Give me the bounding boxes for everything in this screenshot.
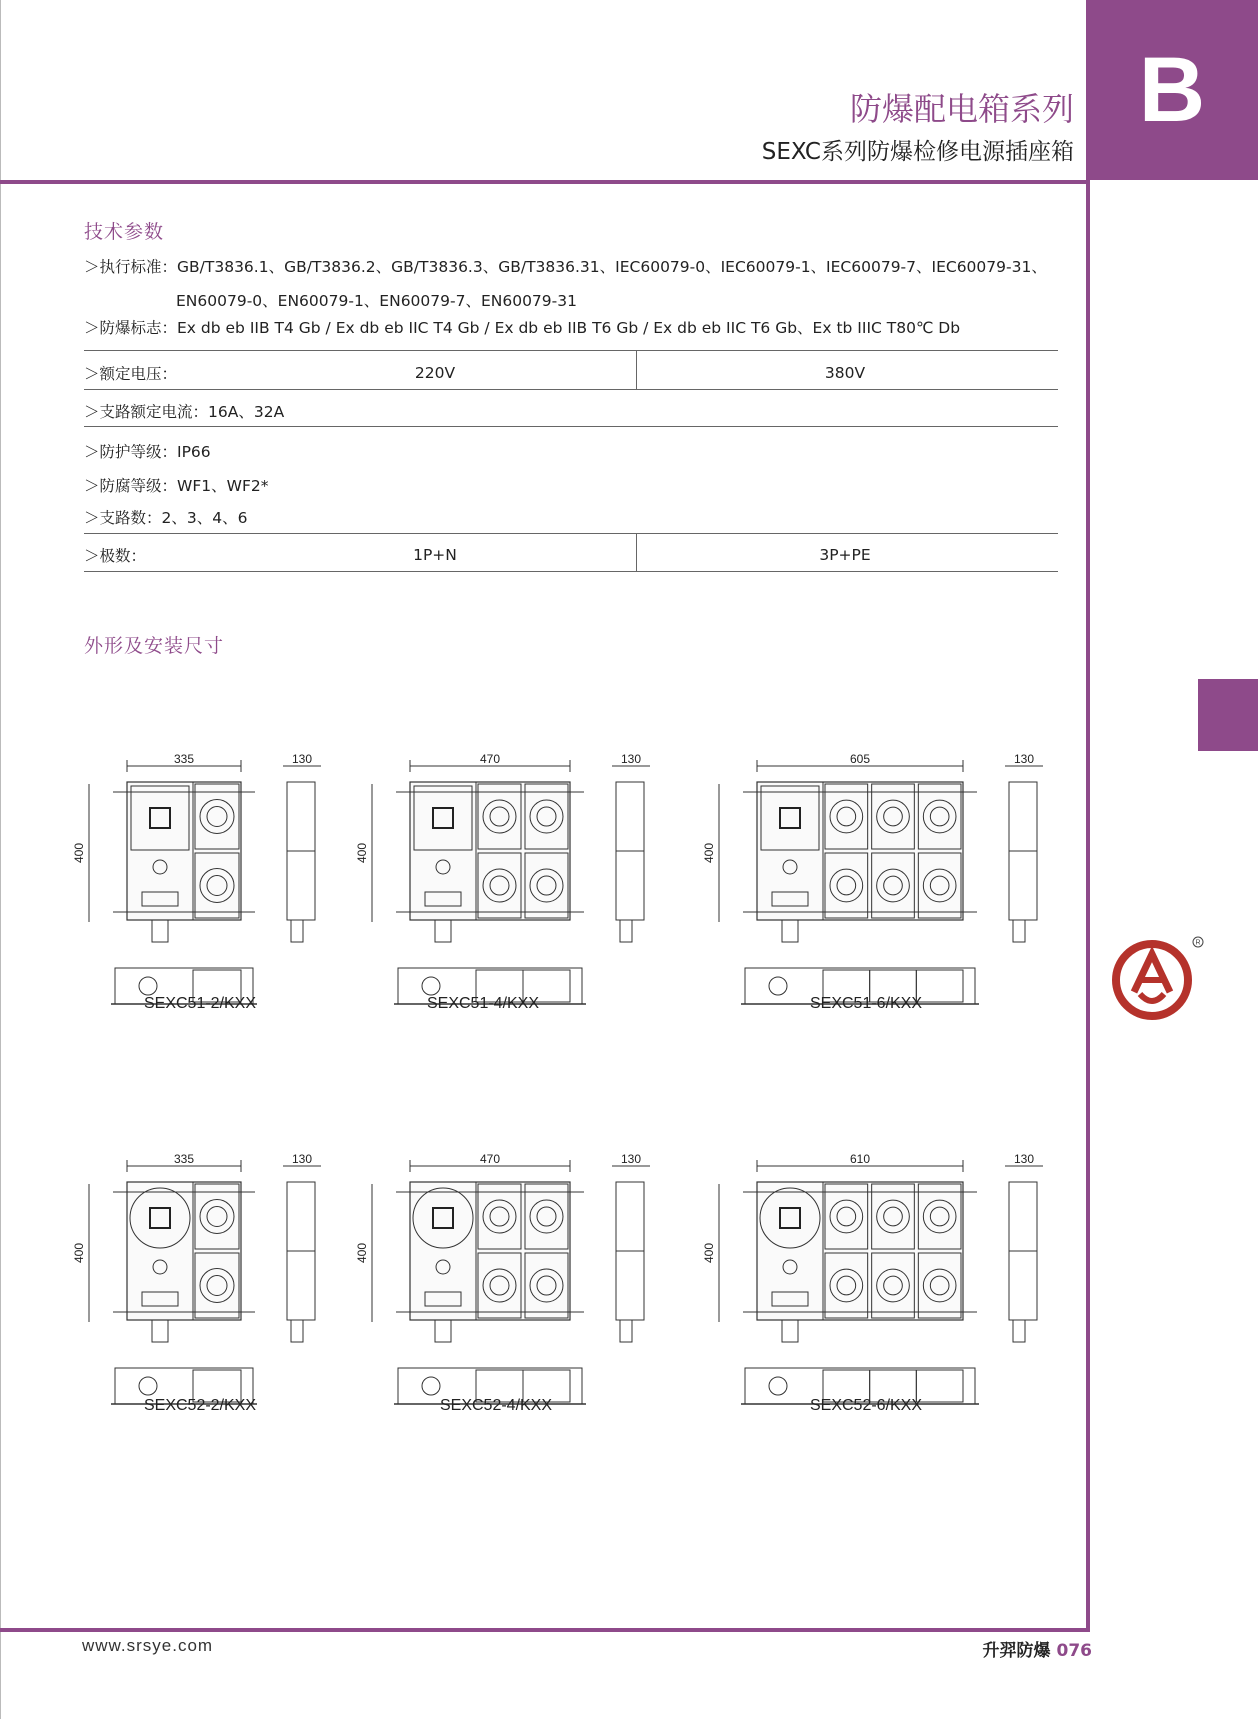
voltage-label: ＞额定电压： bbox=[84, 365, 178, 383]
website-url[interactable]: www.srsye.com bbox=[82, 1636, 214, 1655]
dimension-label: 400 bbox=[72, 842, 86, 864]
dimension-label: 130 bbox=[620, 752, 642, 766]
dimension-label: 335 bbox=[173, 752, 195, 766]
voltage-220: 220V bbox=[414, 364, 456, 382]
dimension-label: 130 bbox=[291, 1152, 313, 1166]
cable-gland bbox=[782, 920, 798, 942]
footer-brand bbox=[983, 1636, 1093, 1661]
dimension-label: 130 bbox=[1013, 752, 1035, 766]
corrosion-label: ＞防腐等级： bbox=[84, 477, 178, 495]
cable-gland bbox=[435, 920, 451, 942]
section-letter-badge: B bbox=[1086, 0, 1258, 180]
table-rule bbox=[84, 350, 1058, 351]
svg-text:R: R bbox=[1195, 939, 1201, 947]
model-label: SEXC51-2/KXX bbox=[143, 995, 257, 1012]
model-label: SEXC51-4/KXX bbox=[426, 995, 540, 1012]
dimension-label: 400 bbox=[702, 842, 716, 864]
dimension-label: 335 bbox=[173, 1152, 195, 1166]
current-value: 16A、32A bbox=[208, 403, 285, 421]
dimension-label: 130 bbox=[291, 752, 313, 766]
table-rule bbox=[84, 571, 1058, 572]
current-row bbox=[84, 400, 284, 422]
side-gland bbox=[291, 920, 303, 942]
series-title: 防爆配电箱系列 bbox=[849, 90, 1074, 128]
standards-row-2: EN60079-0、EN60079-1、EN60079-7、EN60079-31 bbox=[176, 292, 577, 310]
model-label: SEXC51-6/KXX bbox=[809, 995, 923, 1012]
ip-row bbox=[84, 440, 211, 462]
side-gland bbox=[291, 1320, 303, 1342]
dimension-label: 470 bbox=[479, 752, 501, 766]
bottom-gland-icon bbox=[769, 1377, 787, 1395]
dimension-label: 470 bbox=[479, 1152, 501, 1166]
dimension-label: 400 bbox=[355, 842, 369, 864]
product-title: SEXC系列防爆检修电源插座箱 bbox=[761, 139, 1074, 165]
tech-params-heading: 技术参数 bbox=[84, 221, 165, 243]
company-logo-icon bbox=[1112, 934, 1204, 1026]
dimension-label: 130 bbox=[1013, 1152, 1035, 1166]
table-rule bbox=[84, 533, 1058, 534]
dimension-label: 610 bbox=[849, 1152, 871, 1166]
table-rule bbox=[84, 389, 1058, 390]
standards-row bbox=[84, 255, 1047, 277]
model-label: SEXC52-6/KXX bbox=[809, 1397, 923, 1414]
dimension-label: 400 bbox=[702, 1242, 716, 1264]
dimensions-heading: 外形及安装尺寸 bbox=[84, 635, 225, 657]
ip-label: ＞防护等级： bbox=[84, 443, 178, 461]
branches-label: ＞支路数： bbox=[84, 509, 162, 527]
marking-label: ＞防爆标志： bbox=[84, 319, 178, 337]
voltage-380: 380V bbox=[824, 364, 866, 382]
corrosion-row bbox=[84, 474, 268, 496]
cable-gland bbox=[152, 1320, 168, 1342]
table-col-divider bbox=[636, 533, 637, 571]
dimension-label: 130 bbox=[620, 1152, 642, 1166]
enclosure-outline bbox=[127, 782, 241, 920]
enclosure-outline bbox=[757, 782, 963, 920]
dimension-label: 605 bbox=[849, 752, 871, 766]
poles-3ppe: 3P+PE bbox=[819, 546, 871, 564]
branches-value: 2、3、4、6 bbox=[161, 509, 248, 527]
table-col-divider bbox=[636, 350, 637, 390]
side-gland bbox=[1013, 1320, 1025, 1342]
marking-row bbox=[84, 316, 960, 338]
side-gland bbox=[620, 1320, 632, 1342]
ip-value: IP66 bbox=[177, 443, 211, 461]
corrosion-value: WF1、WF2* bbox=[177, 477, 269, 495]
page-number: 076 bbox=[1056, 1641, 1092, 1661]
standards-line1: GB/T3836.1、GB/T3836.2、GB/T3836.3、GB/T3836.31、IEC60079-0、IEC60079-1、IEC60079-7、IEC60079-31、 bbox=[177, 258, 1047, 276]
model-label: SEXC52-4/KXX bbox=[439, 1397, 553, 1414]
dimension-label: 400 bbox=[355, 1242, 369, 1264]
branches-row bbox=[84, 506, 247, 528]
header-rule bbox=[0, 180, 1090, 184]
marking-value: Ex db eb IIB T4 Gb / Ex db eb IIC T4 Gb / Ex db eb IIB T6 Gb / Ex db eb IIC T6 Gb、Ex tb IIIC T80℃ Db bbox=[177, 319, 961, 337]
cable-gland bbox=[435, 1320, 451, 1342]
footer-rule bbox=[0, 1628, 1090, 1632]
poles-label: ＞极数： bbox=[84, 547, 147, 565]
cable-gland bbox=[782, 1320, 798, 1342]
poles-1pn: 1P+N bbox=[413, 546, 457, 564]
side-gland bbox=[1013, 920, 1025, 942]
enclosure-outline bbox=[127, 1182, 241, 1320]
table-rule bbox=[84, 426, 1058, 427]
bottom-gland-icon bbox=[139, 977, 157, 995]
standards-label: ＞执行标准： bbox=[84, 258, 178, 276]
bottom-gland-icon bbox=[422, 977, 440, 995]
model-label: SEXC52-2/KXX bbox=[143, 1397, 257, 1414]
bottom-gland-icon bbox=[422, 1377, 440, 1395]
current-label: ＞支路额定电流： bbox=[84, 403, 209, 421]
bottom-gland-icon bbox=[769, 977, 787, 995]
sidebar-divider bbox=[1086, 180, 1090, 1632]
side-index-tab bbox=[1198, 679, 1258, 751]
side-gland bbox=[620, 920, 632, 942]
dimension-label: 400 bbox=[72, 1242, 86, 1264]
bottom-gland-icon bbox=[139, 1377, 157, 1395]
brand-name: 升羿防爆 bbox=[982, 1641, 1051, 1661]
enclosure-outline bbox=[757, 1182, 963, 1320]
cable-gland bbox=[152, 920, 168, 942]
dimension-drawings bbox=[0, 700, 1086, 1430]
